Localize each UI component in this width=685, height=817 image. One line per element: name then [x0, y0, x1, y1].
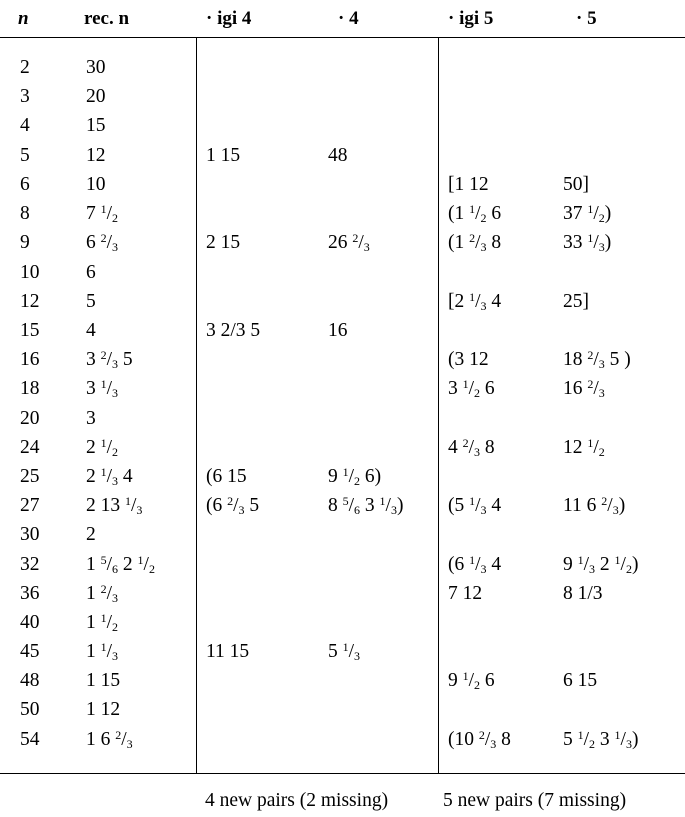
cell-mult5: 50]: [563, 174, 589, 195]
cell-rec-n: 2 13 $^1$/3: [86, 494, 143, 517]
cell-rec-n: 10: [86, 174, 106, 195]
cell-n: 18: [20, 378, 40, 399]
header-igi5: · igi 5: [448, 8, 494, 29]
cell-mult5: 11 6 $^2$/3): [563, 494, 626, 517]
cell-mult4: 48: [328, 145, 348, 166]
cell-rec-n: 3 $^2$/3 5: [86, 348, 133, 371]
cell-n: 2: [20, 57, 30, 78]
cell-rec-n: 5: [86, 291, 96, 312]
cell-mult4: 5 $^1$/3: [328, 640, 361, 663]
cell-rec-n: 2 $^1$/2: [86, 436, 119, 459]
cell-rec-n: 3: [86, 408, 96, 429]
cell-mult4: 9 $^1$/2 6): [328, 465, 382, 488]
cell-mult5: 18 $^2$/3 5 ): [563, 348, 631, 371]
cell-igi5: (5 $^1$/3 4: [448, 494, 502, 517]
cell-igi5: (1 $^1$/2 6: [448, 202, 502, 225]
cell-n: 50: [20, 699, 40, 720]
cell-mult5: 25]: [563, 291, 589, 312]
cell-rec-n: 1 15: [86, 670, 121, 691]
cell-mult5: 16 $^2$/3: [563, 377, 605, 400]
cell-n: 12: [20, 291, 40, 312]
cell-igi5: [2 $^1$/3 4: [448, 290, 502, 313]
cell-n: 30: [20, 524, 40, 545]
cell-n: 40: [20, 612, 40, 633]
cell-rec-n: 1 6 $^2$/3: [86, 728, 133, 751]
cell-n: 20: [20, 408, 40, 429]
top-rule: [0, 37, 685, 38]
cell-mult5: 33 $^1$/3): [563, 231, 612, 254]
cell-n: 16: [20, 349, 40, 370]
cell-rec-n: 2: [86, 524, 96, 545]
cell-rec-n: 1 $^2$/3: [86, 582, 119, 605]
cell-igi4: 1 15: [206, 145, 241, 166]
cell-n: 8: [20, 203, 30, 224]
cell-mult4: 8 $^5$/6 3 $^1$/3): [328, 494, 404, 517]
cell-rec-n: 15: [86, 115, 106, 136]
cell-mult4: 16: [328, 320, 348, 341]
header-mult5: · 5: [576, 8, 597, 29]
cell-n: 15: [20, 320, 40, 341]
cell-igi4: 2 15: [206, 232, 241, 253]
cell-n: 48: [20, 670, 40, 691]
cell-rec-n: 2 $^1$/3 4: [86, 465, 133, 488]
cell-mult5: 9 $^1$/3 2 $^1$/2): [563, 553, 639, 576]
cell-rec-n: 6 $^2$/3: [86, 231, 119, 254]
cell-n: 32: [20, 554, 40, 575]
cell-n: 4: [20, 115, 30, 136]
footer-igi4-summary: 4 new pairs (2 missing): [205, 790, 389, 811]
cell-mult5: 6 15: [563, 670, 598, 691]
cell-rec-n: 1 $^5$/6 2 $^1$/2: [86, 553, 155, 576]
header-n: n: [18, 8, 29, 29]
cell-rec-n: 12: [86, 145, 106, 166]
bottom-rule: [0, 773, 685, 774]
cell-mult5: 37 $^1$/2): [563, 202, 612, 225]
cell-n: 36: [20, 583, 40, 604]
header-rec-n: rec. n: [84, 8, 130, 29]
cell-igi5: (6 $^1$/3 4: [448, 553, 502, 576]
header-igi4: · igi 4: [206, 8, 252, 29]
header-mult4: · 4: [338, 8, 359, 29]
cell-n: 9: [20, 232, 30, 253]
cell-rec-n: 7 $^1$/2: [86, 202, 119, 225]
cell-n: 45: [20, 641, 40, 662]
cell-n: 25: [20, 466, 40, 487]
cell-rec-n: 20: [86, 86, 106, 107]
cell-n: 6: [20, 174, 30, 195]
cell-mult5: 12 $^1$/2: [563, 436, 605, 459]
cell-mult4: 26 $^2$/3: [328, 231, 370, 254]
cell-igi5: 3 $^1$/2 6: [448, 377, 495, 400]
cell-igi4: (6 15: [206, 466, 247, 487]
column-divider-right: [438, 37, 439, 773]
cell-rec-n: 1 12: [86, 699, 121, 720]
footer-igi5-summary: 5 new pairs (7 missing): [443, 790, 627, 811]
column-divider-left: [196, 37, 197, 773]
cell-igi5: (1 $^2$/3 8: [448, 231, 502, 254]
cell-igi4: 3 2/3 5: [206, 320, 261, 341]
cell-n: 24: [20, 437, 40, 458]
cell-n: 10: [20, 262, 40, 283]
cell-igi5: (10 $^2$/3 8: [448, 728, 511, 751]
cell-n: 5: [20, 145, 30, 166]
cell-igi4: 11 15: [206, 641, 250, 662]
cell-igi5: 9 $^1$/2 6: [448, 669, 495, 692]
cell-igi5: (3 12: [448, 349, 489, 370]
cell-rec-n: 30: [86, 57, 106, 78]
cell-rec-n: 1 $^1$/3: [86, 640, 119, 663]
cell-igi5: 7 12: [448, 583, 483, 604]
cell-mult5: 5 $^1$/2 3 $^1$/3): [563, 728, 639, 751]
cell-rec-n: 3 $^1$/3: [86, 377, 119, 400]
cell-rec-n: 6: [86, 262, 96, 283]
cell-n: 3: [20, 86, 30, 107]
cell-n: 27: [20, 495, 40, 516]
cell-n: 54: [20, 729, 40, 750]
cell-rec-n: 4: [86, 320, 96, 341]
cell-rec-n: 1 $^1$/2: [86, 611, 119, 634]
cell-igi5: [1 12: [448, 174, 489, 195]
cell-mult5: 8 1/3: [563, 583, 603, 604]
cell-igi4: (6 $^2$/3 5: [206, 494, 260, 517]
cell-igi5: 4 $^2$/3 8: [448, 436, 495, 459]
